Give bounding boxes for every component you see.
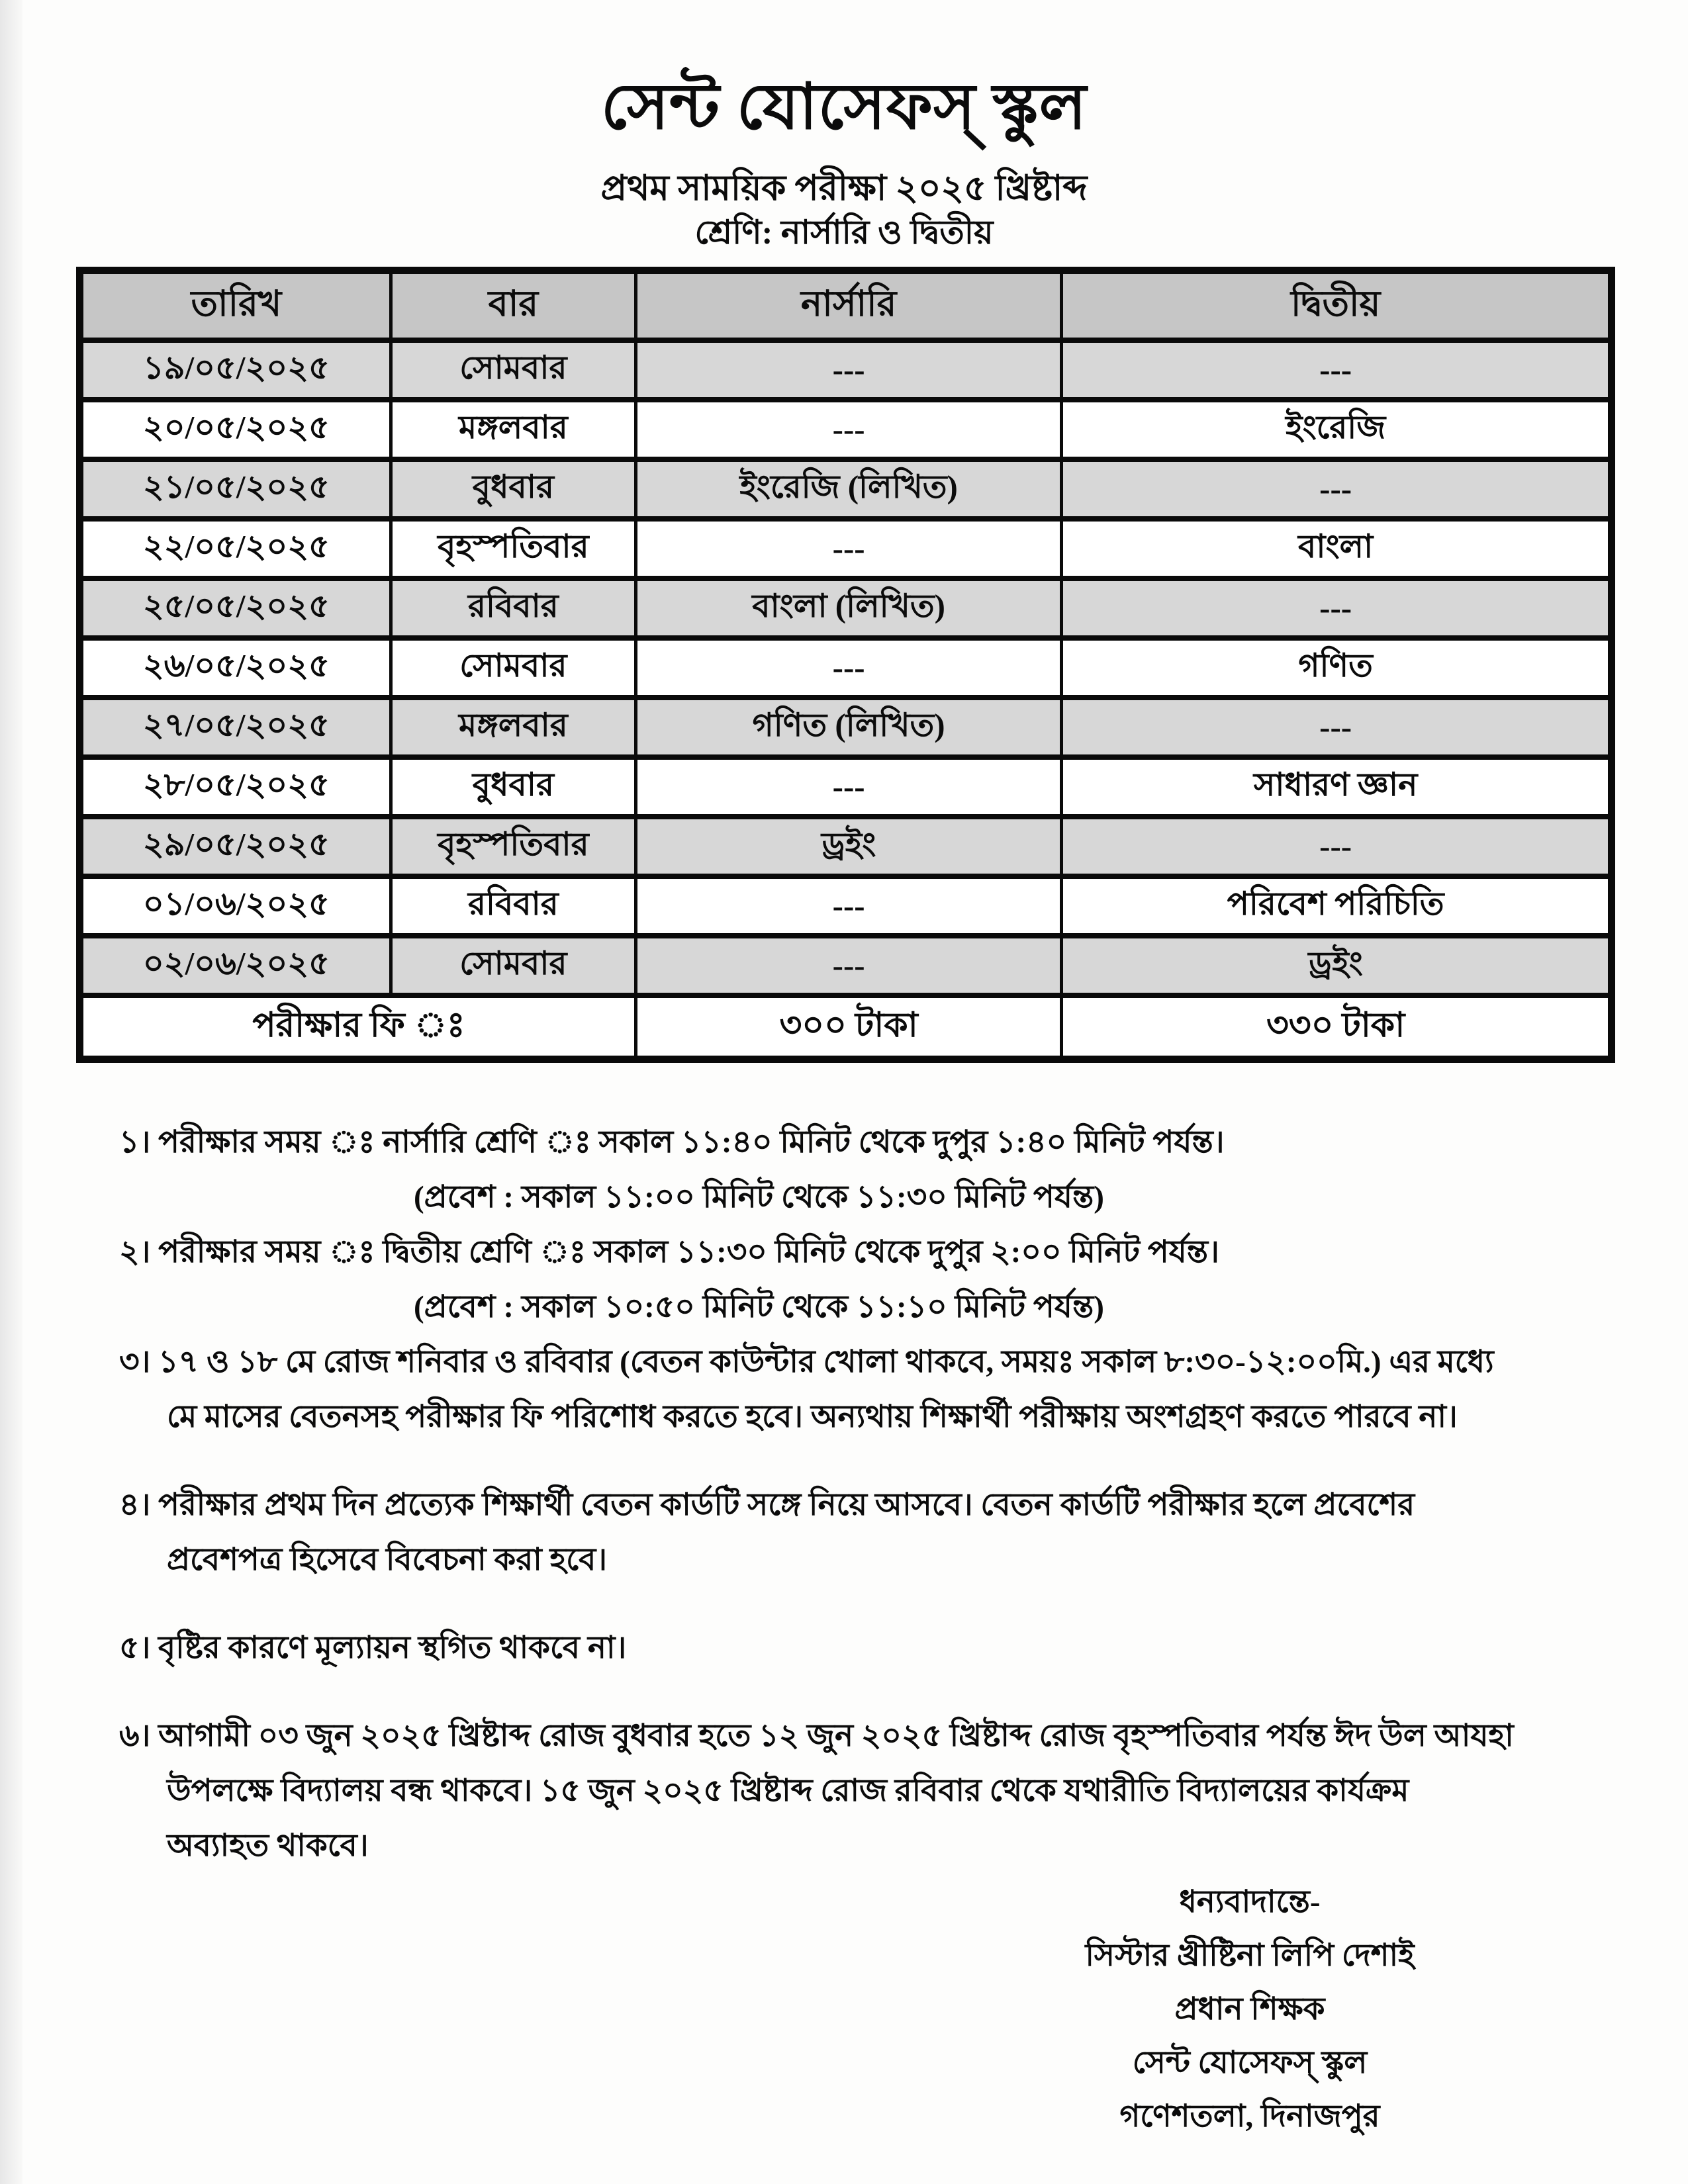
- scan-edge-artifact: [0, 0, 23, 2184]
- note-1: ১। পরীক্ষার সময় ঃ নার্সারি শ্রেণি ঃ সকাল ১১:৪০ মিনিট থেকে দুপুর ১:৪০ মিনিট পর্যন্ত।: [119, 1124, 1225, 1160]
- cell-day: রবিবার: [391, 876, 635, 936]
- cell-nursery: ---: [635, 757, 1061, 817]
- note-5: ৫। বৃষ্টির কারণে মূল্যায়ন স্থগিত থাকবে না।: [119, 1630, 627, 1665]
- cell-second: সাধারণ জ্ঞান: [1062, 757, 1612, 817]
- cell-day: মঙ্গলবার: [391, 400, 635, 459]
- fee-second: ৩৩০ টাকা: [1062, 995, 1612, 1060]
- cell-second: ---: [1062, 459, 1612, 519]
- signature-designation: প্রধান শিক্ষক: [1174, 1991, 1325, 2026]
- cell-nursery: বাংলা (লিখিত): [635, 578, 1061, 638]
- cell-nursery: ---: [635, 936, 1061, 995]
- note-4-line-2: প্রবেশপত্র হিসেবে বিবেচনা করা হবে।: [167, 1542, 608, 1577]
- table-row: [80, 638, 1612, 698]
- cell-nursery: ---: [635, 876, 1061, 936]
- table-header-row: [80, 270, 1612, 340]
- header-day: বার: [391, 270, 635, 340]
- cell-day: সোমবার: [391, 340, 635, 400]
- cell-date: ২৬/০৫/২০২৫: [80, 638, 391, 698]
- cell-second: বাংলা: [1062, 519, 1612, 578]
- cell-date: ২২/০৫/২০২৫: [80, 519, 391, 578]
- cell-day: বুধবার: [391, 757, 635, 817]
- header-second: দ্বিতীয়: [1062, 270, 1612, 340]
- cell-second: ---: [1062, 817, 1612, 876]
- cell-day: সোমবার: [391, 638, 635, 698]
- cell-day: সোমবার: [391, 936, 635, 995]
- cell-date: ০১/০৬/২০২৫: [80, 876, 391, 936]
- note-6-line-2: উপলক্ষে বিদ্যালয় বন্ধ থাকবে। ১৫ জুন ২০২৫ খ্রিষ্টাব্দ রোজ রবিবার থেকে যথারীতি বিদ্যালয়ের কার্যক্রম: [167, 1773, 1409, 1808]
- note-4-line-1: ৪। পরীক্ষার প্রথম দিন প্রত্যেক শিক্ষার্থী বেতন কার্ডটি সঙ্গে নিয়ে আসবে। বেতন কার্ডটি পরীক্ষার হলে প্রবেশের: [119, 1487, 1415, 1522]
- signature-name: সিস্টার খ্রীষ্টিনা লিপি দেশাই: [1085, 1938, 1415, 1973]
- cell-nursery: গণিত (লিখিত): [635, 698, 1061, 757]
- table-row: [80, 936, 1612, 995]
- table-row: [80, 876, 1612, 936]
- note-3-line-2: মে মাসের বেতনসহ পরীক্ষার ফি পরিশোধ করতে হবে। অন্যথায় শিক্ষার্থী পরীক্ষায় অংশগ্রহণ করতে পারবে না।: [167, 1399, 1458, 1434]
- fee-nursery: ৩০০ টাকা: [635, 995, 1061, 1060]
- note-2: ২। পরীক্ষার সময় ঃ দ্বিতীয় শ্রেণি ঃ সকাল ১১:৩০ মিনিট থেকে দুপুর ২:০০ মিনিট পর্যন্ত।: [119, 1234, 1219, 1269]
- cell-nursery: ---: [635, 400, 1061, 459]
- exam-schedule-table: [76, 267, 1615, 1063]
- signature-block: [952, 1884, 1548, 2136]
- class-line: শ্রেণি: নার্সারি ও দ্বিতীয়: [694, 213, 994, 251]
- school-name-title: সেন্ট যোসেফস্ স্কুল: [600, 71, 1088, 142]
- cell-date: ২০/০৫/২০২৫: [80, 400, 391, 459]
- table-row: [80, 340, 1612, 400]
- cell-date: ২৮/০৫/২০২৫: [80, 757, 391, 817]
- cell-nursery: ---: [635, 638, 1061, 698]
- cell-date: ২৭/০৫/২০২৫: [80, 698, 391, 757]
- signature-thanks: ধন্যবাদান্তে-: [1179, 1884, 1321, 1919]
- cell-second: ---: [1062, 698, 1612, 757]
- cell-date: ২৫/০৫/২০২৫: [80, 578, 391, 638]
- cell-date: ২৯/০৫/২০২৫: [80, 817, 391, 876]
- cell-nursery: ---: [635, 519, 1061, 578]
- table-row: [80, 817, 1612, 876]
- header-date: তারিখ: [80, 270, 391, 340]
- note-3-line-1: ৩। ১৭ ও ১৮ মে রোজ শনিবার ও রবিবার (বেতন কাউন্টার খোলা থাকবে, সময়ঃ সকাল ৮:৩০-১২:০০মি.) এর মধ্যে: [119, 1344, 1494, 1379]
- signature-address: গণেশতলা, দিনাজপুর: [1119, 2099, 1380, 2134]
- cell-second: ---: [1062, 578, 1612, 638]
- notes-section: [119, 1124, 1648, 1865]
- signature-school: সেন্ট যোসেফস্ স্কুল: [1132, 2045, 1368, 2080]
- cell-day: রবিবার: [391, 578, 635, 638]
- cell-day: বৃহস্পতিবার: [391, 817, 635, 876]
- cell-second: ড্রইং: [1062, 936, 1612, 995]
- table-row: [80, 698, 1612, 757]
- cell-second: ---: [1062, 340, 1612, 400]
- note-2-entry-time: (প্রবেশ : সকাল ১০:৫০ মিনিট থেকে ১১:১০ মিনিট পর্যন্ত): [414, 1289, 1104, 1324]
- cell-nursery: ড্রইং: [635, 817, 1061, 876]
- table-row: [80, 459, 1612, 519]
- cell-nursery: ইংরেজি (লিখিত): [635, 459, 1061, 519]
- table-row: [80, 400, 1612, 459]
- note-6-line-1: ৬। আগামী ০৩ জুন ২০২৫ খ্রিষ্টাব্দ রোজ বুধবার হতে ১২ জুন ২০২৫ খ্রিষ্টাব্দ রোজ বৃহস্পতিবার পর্যন্ত ঈদ উল আযহা: [119, 1718, 1514, 1753]
- cell-day: বৃহস্পতিবার: [391, 519, 635, 578]
- cell-second: গণিত: [1062, 638, 1612, 698]
- note-6-line-3: অব্যাহত থাকবে।: [167, 1828, 369, 1863]
- cell-date: ১৯/০৫/২০২৫: [80, 340, 391, 400]
- cell-date: ০২/০৬/২০২৫: [80, 936, 391, 995]
- cell-day: বুধবার: [391, 459, 635, 519]
- table-row: [80, 757, 1612, 817]
- cell-second: ইংরেজি: [1062, 400, 1612, 459]
- cell-nursery: ---: [635, 340, 1061, 400]
- header-nursery: নার্সারি: [635, 270, 1061, 340]
- table-row: [80, 578, 1612, 638]
- fee-label: পরীক্ষার ফি ঃ: [80, 995, 636, 1060]
- note-1-entry-time: (প্রবেশ : সকাল ১১:০০ মিনিট থেকে ১১:৩০ মিনিট পর্যন্ত): [414, 1179, 1104, 1214]
- cell-date: ২১/০৫/২০২৫: [80, 459, 391, 519]
- fee-row: [80, 995, 1612, 1060]
- cell-day: মঙ্গলবার: [391, 698, 635, 757]
- table-row: [80, 519, 1612, 578]
- exam-title: প্রথম সাময়িক পরীক্ষা ২০২৫ খ্রিষ্টাব্দ: [600, 169, 1088, 208]
- cell-second: পরিবেশ পরিচিতি: [1062, 876, 1612, 936]
